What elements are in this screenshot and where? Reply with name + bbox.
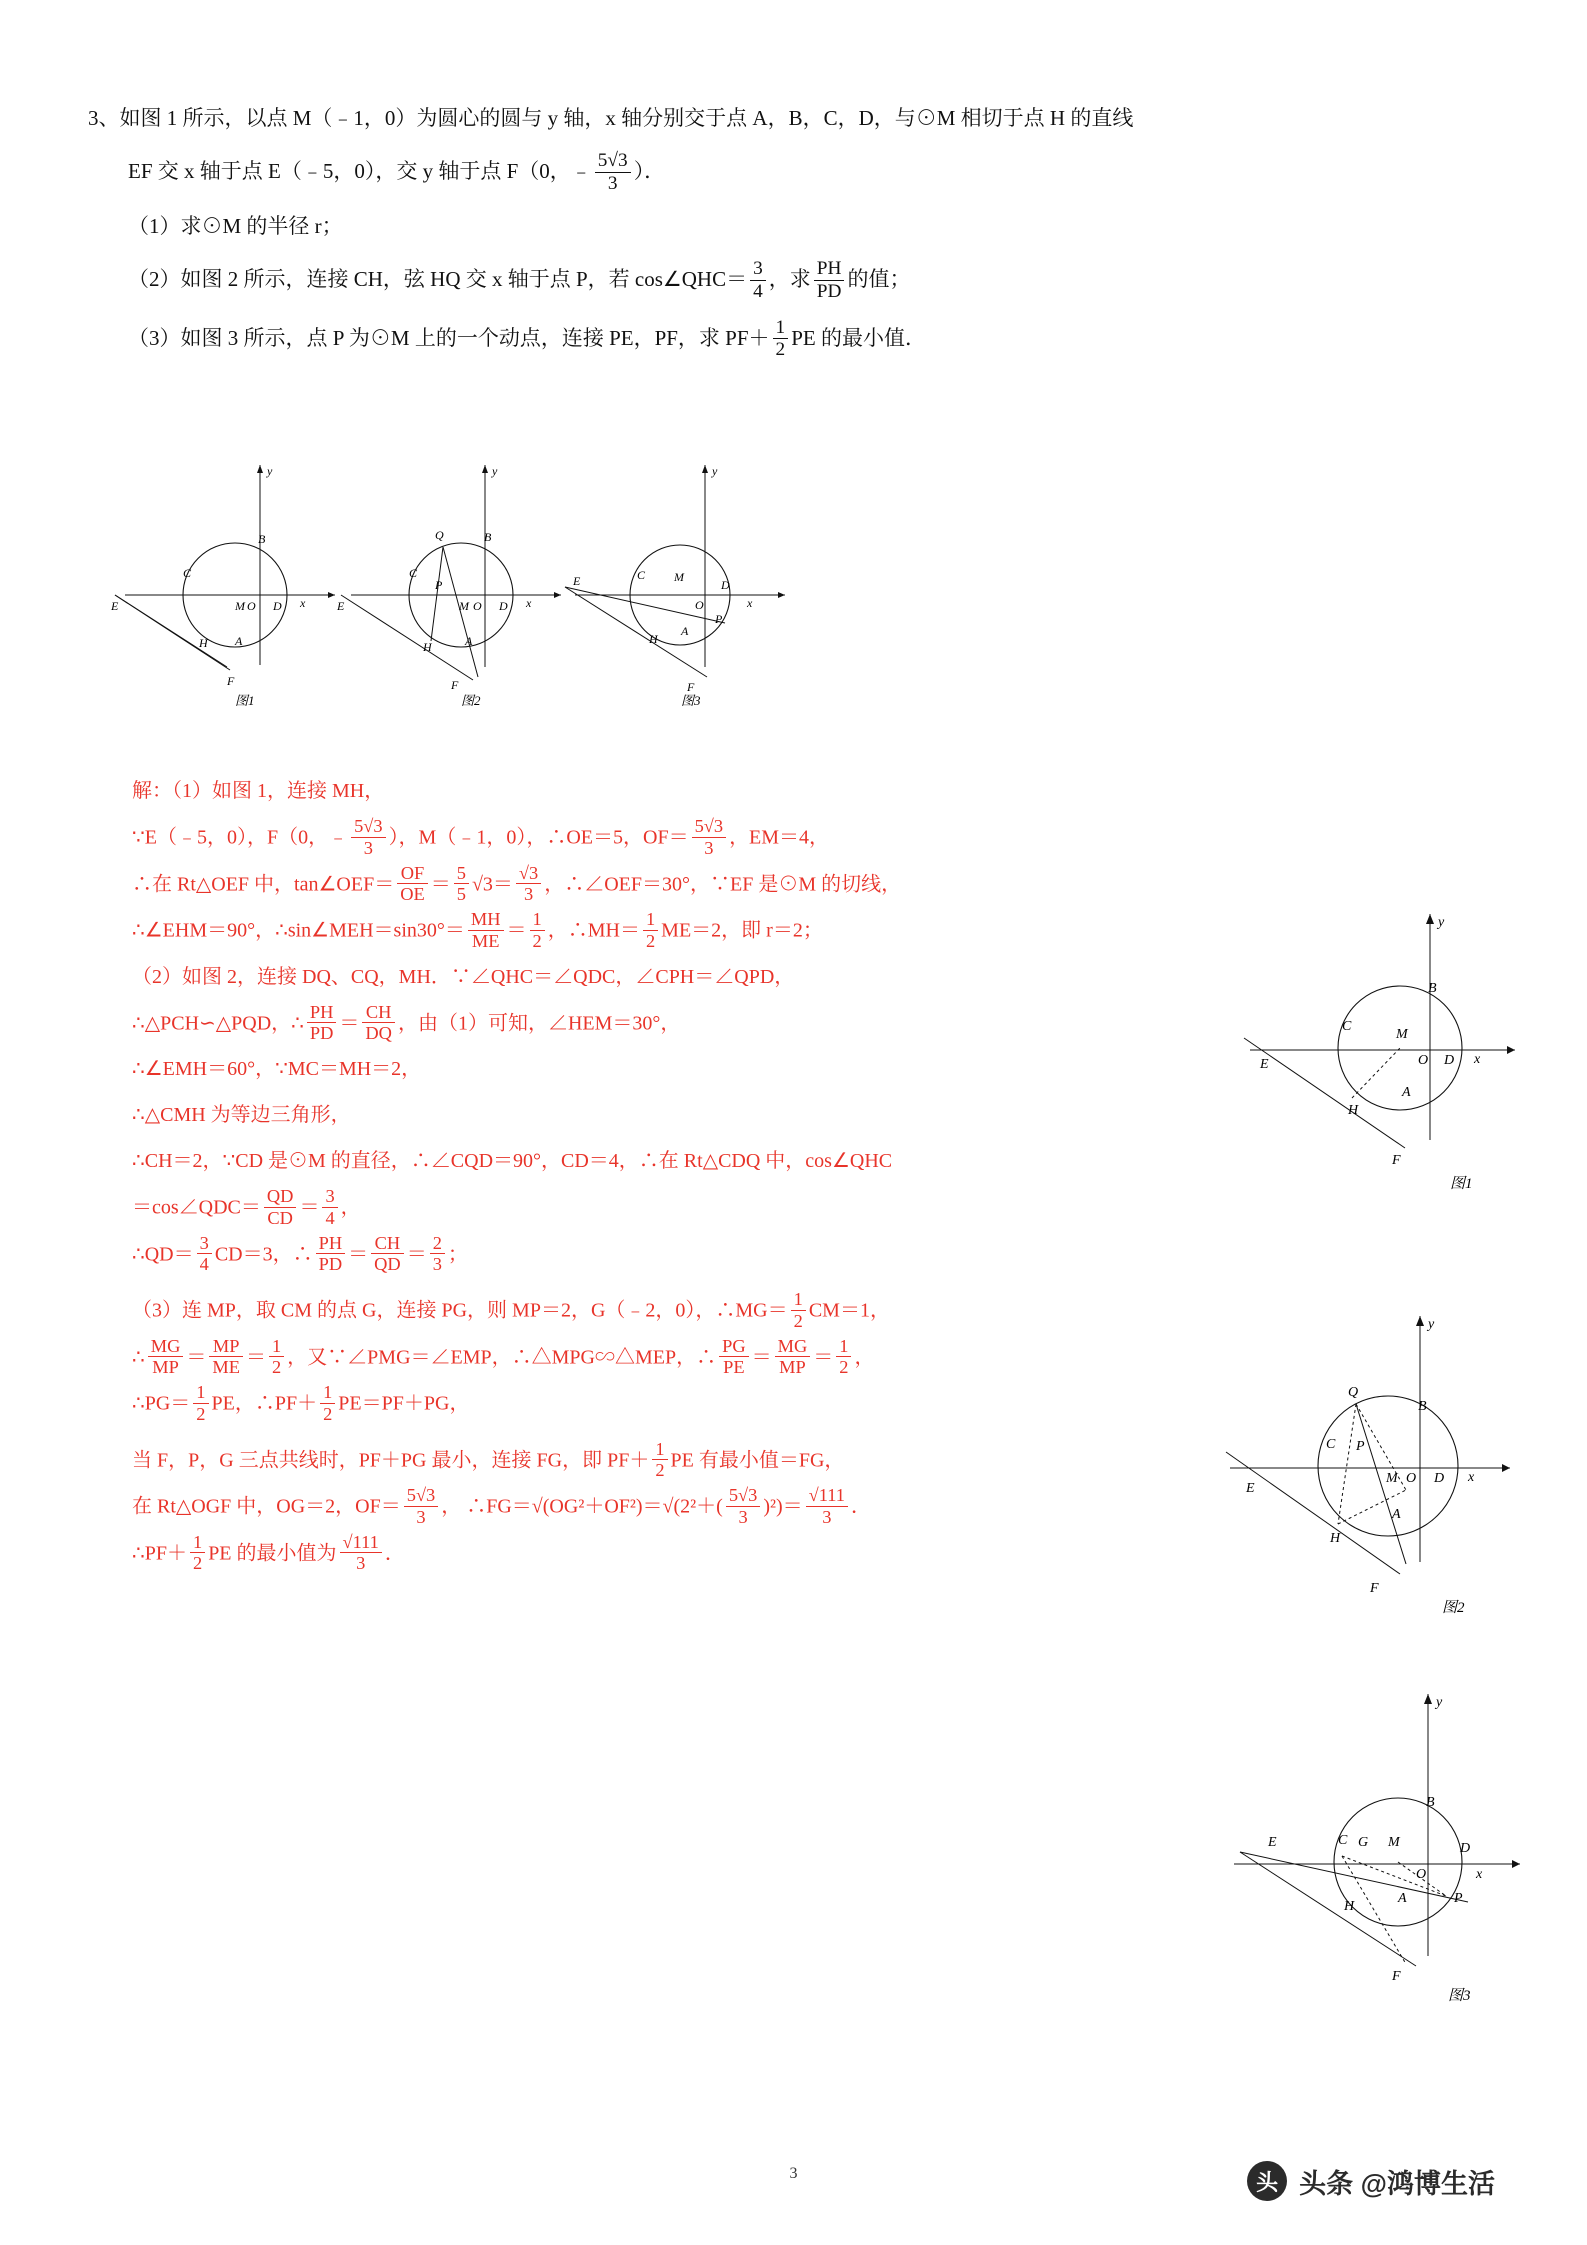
frac-CH-over-DQ: $\frac{CH}{DQ}$ [362, 1002, 395, 1044]
problem-part-1: （1）求⊙M 的半径 r； [128, 214, 343, 239]
s14a: ∴PG＝ [132, 1392, 191, 1415]
solution-line-3 [132, 863, 1192, 906]
s14b: PE，∴PF＋ [211, 1392, 318, 1415]
frac-PH-PD-3: $\frac{PH}{PD}$ [316, 1233, 346, 1275]
svg-text:x: x [300, 596, 306, 610]
s13e: ＝ [751, 1346, 772, 1368]
frac-root111-over-3: $\frac{√111}{3}$ [806, 1485, 848, 1527]
part3-a: （3）如图 3 所示，点 P 为⊙M 上的一个动点，连接 PE，PF，求 PF＋ [128, 325, 770, 350]
s2b: ），M（﹣1，0），∴OE＝5，OF＝ [388, 826, 689, 849]
solution-block [132, 770, 1192, 1578]
solution-line-2 [132, 816, 1192, 859]
frac-1-2-i: $\frac{1}{2}$ [190, 1532, 205, 1574]
svg-text:M: M [1386, 1471, 1398, 1486]
problem-content [88, 100, 1508, 365]
svg-text:H: H [1344, 1899, 1355, 1914]
part2-a: （2）如图 2 所示，连接 CH，弦 HQ 交 x 轴于点 P，若 cos∠QHC＝ [128, 267, 748, 292]
s4c: ，∴MH＝ [547, 919, 640, 942]
solution-line-14 [132, 1382, 1192, 1425]
frac-MP-over-ME: $\frac{MP}{ME}$ [209, 1336, 243, 1378]
svg-text:图2: 图2 [461, 693, 481, 708]
svg-text:H: H [199, 636, 208, 650]
problem-line-2 [128, 150, 1508, 194]
svg-text:y: y [1438, 915, 1445, 930]
svg-text:O: O [1416, 1867, 1427, 1882]
s13f: ＝ [813, 1346, 834, 1368]
svg-text:M: M [1388, 1835, 1400, 1850]
s14c: PE＝PF＋PG， [338, 1392, 470, 1415]
s13d: ，又∵∠PMG＝∠EMP，∴△MPG∽△MEP，∴ [287, 1346, 717, 1368]
svg-text:D: D [273, 599, 282, 613]
solution-line-13 [132, 1336, 1192, 1379]
s17c: ． [384, 1542, 405, 1564]
solution-line-12 [132, 1289, 1192, 1332]
s12b: CM＝1， [808, 1299, 890, 1322]
svg-text:C: C [1342, 1019, 1352, 1034]
s12a: （3）连 MP，取 CM 的点 G，连接 PG，则 MP＝2，G（﹣2，0），∴MG＝ [132, 1299, 788, 1322]
svg-text:B: B [1428, 981, 1437, 996]
svg-text:Q: Q [435, 528, 444, 542]
s16a: 在 Rt△OGF 中，OG＝2，OF＝ [132, 1495, 401, 1518]
frac-PH-PD-2: $\frac{PH}{PD}$ [307, 1002, 337, 1044]
frac-QD-over-CD: $\frac{QD}{CD}$ [264, 1186, 297, 1228]
svg-text:B: B [484, 530, 492, 544]
s6b: ＝ [339, 1012, 360, 1034]
frac-3-over-4: $\frac{3}{4}$ [750, 258, 766, 302]
svg-text:D: D [1434, 1471, 1445, 1486]
s15a: 当 F，P，G 三点共线时，PF＋PG 最小，连接 FG，即 PF＋ [132, 1449, 650, 1471]
s10c: ， [340, 1196, 361, 1219]
s11d: ＝ [406, 1243, 427, 1265]
svg-text:H: H [649, 632, 658, 646]
problem-line-2-a: EF 交 x 轴于点 E（﹣5，0），交 y 轴于点 F（0，﹣ [128, 159, 592, 183]
svg-text:C: C [1338, 1833, 1348, 1848]
svg-text:E: E [1268, 1835, 1277, 1850]
svg-text:图3: 图3 [1448, 1988, 1471, 2004]
frac-1-2-a: $\frac{1}{2}$ [530, 909, 545, 951]
s3c: ＝ [492, 873, 513, 895]
svg-text:C: C [1326, 1437, 1336, 1452]
frac-5root3-3-c: $\frac{5√3}{3}$ [404, 1485, 438, 1527]
frac-5root3-3-b: $\frac{5√3}{3}$ [692, 816, 726, 858]
s13b: ＝ [186, 1346, 207, 1368]
solution-line-4 [132, 909, 1192, 952]
svg-text:y: y [492, 464, 498, 478]
frac-MG-over-MP: $\frac{MG}{MP}$ [148, 1336, 184, 1378]
svg-text:y: y [712, 464, 718, 478]
svg-text:x: x [747, 596, 753, 610]
problem-part-3 [128, 317, 1508, 361]
s3-root3: √3 [471, 873, 493, 895]
side-figure-2 [1210, 1300, 1530, 1620]
s17a: ∴PF＋ [132, 1542, 187, 1564]
svg-text:E: E [111, 599, 119, 613]
svg-text:F: F [1392, 1153, 1401, 1168]
svg-text:A: A [1398, 1891, 1407, 1906]
svg-text:P: P [1356, 1439, 1365, 1454]
frac-5root3-3-a: $\frac{5√3}{3}$ [351, 816, 385, 858]
figure-3-diagram [547, 455, 797, 720]
page-number: 3 [789, 2165, 798, 2182]
figure-2-diagram [323, 455, 573, 720]
s13g: ， [854, 1346, 875, 1368]
svg-text:D: D [1444, 1053, 1455, 1068]
svg-text:P: P [435, 578, 443, 592]
svg-text:P: P [715, 612, 723, 626]
svg-text:x: x [1476, 1867, 1483, 1882]
frac-CH-over-QD: $\frac{CH}{QD}$ [371, 1233, 404, 1275]
watermark-logo-icon: 头 [1247, 2161, 1287, 2201]
frac-1-2-b: $\frac{1}{2}$ [643, 909, 658, 951]
svg-text:M: M [674, 570, 684, 584]
svg-text:B: B [1426, 1795, 1435, 1810]
s11a: ∴QD＝ [132, 1243, 194, 1265]
solution-line-6 [132, 1002, 1192, 1045]
s17b: PE 的最小值为 [208, 1542, 337, 1564]
s11b: CD＝3，∴ [214, 1243, 313, 1265]
solution-line-10 [132, 1186, 1192, 1229]
svg-text:P: P [1454, 1891, 1463, 1906]
svg-text:x: x [1474, 1052, 1481, 1067]
frac-1-2-e: $\frac{1}{2}$ [836, 1336, 851, 1378]
frac-1-2-g: $\frac{1}{2}$ [320, 1382, 335, 1424]
side-figure-3 [1220, 1680, 1540, 2010]
svg-text:D: D [721, 578, 730, 592]
problem-line-1: 3、如图 1 所示，以点 M（﹣1，0）为圆心的圆与 y 轴，x 轴分别交于点 A，B，C，D，与⊙M 相切于点 H 的直线 [88, 106, 1134, 130]
svg-text:H: H [423, 640, 432, 654]
problem-part-2 [128, 258, 1508, 302]
frac-3-4-c: $\frac{3}{4}$ [197, 1233, 212, 1275]
svg-text:图2: 图2 [1442, 1600, 1465, 1616]
figure-1-diagram [95, 455, 345, 720]
svg-text:Q: Q [1348, 1385, 1359, 1400]
part2-c: 的值； [847, 267, 911, 292]
solution-line-7: ∴∠EMH＝60°，∵MC＝MH＝2， [132, 1058, 422, 1080]
svg-text:x: x [1468, 1470, 1475, 1485]
frac-3-4-b: $\frac{3}{4}$ [322, 1186, 337, 1228]
svg-text:M: M [1396, 1027, 1408, 1042]
s2c: ，EM＝4， [729, 826, 830, 849]
s16d: ． [850, 1495, 871, 1518]
s13a: ∴ [132, 1346, 145, 1368]
svg-text:F: F [1392, 1969, 1401, 1984]
svg-text:C: C [637, 568, 646, 582]
frac-1-2-c: $\frac{1}{2}$ [791, 1289, 806, 1331]
s6c: ，由（1）可知，∠HEM＝30°， [397, 1012, 681, 1034]
frac-root3-over-3: $\frac{√3}{3}$ [516, 863, 541, 905]
watermark [1247, 2161, 1495, 2201]
svg-text:F: F [687, 680, 695, 694]
svg-text:A: A [465, 634, 473, 648]
solution-line-8: ∴△CMH 为等边三角形， [132, 1104, 351, 1126]
svg-text:A: A [1392, 1507, 1401, 1522]
side-figure-1 [1230, 900, 1530, 1200]
s13c: ＝ [245, 1346, 266, 1368]
frac-1-2-d: $\frac{1}{2}$ [269, 1336, 284, 1378]
svg-text:图1: 图1 [235, 693, 255, 708]
s16c: )²)＝ [763, 1495, 803, 1518]
frac-PG-over-PE: $\frac{PG}{PE}$ [719, 1336, 749, 1378]
watermark-text: 头条 @鸿博生活 [1299, 2168, 1495, 2199]
svg-text:B: B [258, 532, 266, 546]
svg-text:O: O [1418, 1053, 1429, 1068]
s11c: ＝ [348, 1243, 369, 1265]
s10b: ＝ [299, 1196, 320, 1219]
frac-OF-over-OE: $\frac{OF}{OE}$ [397, 863, 428, 905]
svg-text:A: A [681, 624, 689, 638]
frac-PH-over-PD: $\frac{PH}{PD}$ [814, 258, 845, 302]
svg-text:F: F [1370, 1581, 1379, 1596]
svg-text:x: x [526, 596, 532, 610]
svg-text:E: E [1246, 1481, 1255, 1496]
frac-root111-over-3-b: $\frac{√111}{3}$ [340, 1532, 382, 1574]
solution-line-1: 解：（1）如图 1，连接 MH， [132, 780, 385, 802]
s4d: ME＝2，即 r＝2； [661, 919, 823, 942]
svg-text:y: y [267, 464, 273, 478]
svg-text:图1: 图1 [1450, 1176, 1473, 1192]
svg-text:M: M [235, 599, 245, 613]
svg-text:A: A [1402, 1085, 1411, 1100]
svg-text:C: C [183, 566, 192, 580]
part3-b: PE 的最小值． [791, 325, 926, 350]
frac-5-over-5: $\frac{5}{5}$ [454, 863, 469, 905]
svg-text:D: D [499, 599, 508, 613]
svg-text:G: G [1358, 1835, 1369, 1850]
s10a: ＝cos∠QDC＝ [132, 1196, 261, 1219]
svg-text:B: B [1418, 1399, 1427, 1414]
s11e: ； [447, 1243, 468, 1265]
svg-text:y: y [1428, 1317, 1435, 1332]
svg-text:E: E [573, 574, 581, 588]
frac-2-over-3: $\frac{2}{3}$ [430, 1233, 445, 1275]
svg-text:图3: 图3 [681, 693, 701, 708]
s3d: ，∴∠OEF＝30°，∵EF 是⊙M 的切线， [544, 873, 902, 895]
figure-row [95, 455, 895, 715]
s4a: ∴∠EHM＝90°，∴sin∠MEH＝sin30°＝ [132, 919, 465, 942]
frac-MG-over-MP-2: $\frac{MG}{MP}$ [775, 1336, 811, 1378]
s16b: ， ∴FG＝√(OG²＋OF²)＝√(2²＋( [441, 1495, 723, 1518]
svg-text:O: O [695, 598, 704, 612]
solution-line-9: ∴CH＝2，∵CD 是⊙M 的直径，∴∠CQD＝90°，CD＝4，∴在 Rt△CDQ 中，cos∠QHC [132, 1150, 893, 1172]
svg-text:A: A [235, 634, 243, 648]
svg-text:H: H [1348, 1103, 1359, 1118]
solution-line-17 [132, 1532, 1192, 1575]
part2-b: ，求 [768, 267, 811, 292]
svg-text:O: O [1406, 1471, 1417, 1486]
s3a: ∴在 Rt△OEF 中，tan∠OEF＝ [132, 873, 395, 895]
solution-line-5: （2）如图 2，连接 DQ、CQ，MH．∵∠QHC＝∠QDC，∠CPH＝∠QPD， [132, 965, 795, 988]
frac-1-over-2: $\frac{1}{2}$ [773, 317, 789, 361]
s15b: PE 有最小值＝FG， [670, 1449, 845, 1471]
s4b: ＝ [506, 919, 527, 942]
svg-text:y: y [1436, 1695, 1443, 1710]
solution-line-11 [132, 1233, 1192, 1276]
problem-line-2-b: ）． [633, 159, 666, 183]
frac-1-2-h: $\frac{1}{2}$ [652, 1439, 667, 1481]
svg-text:H: H [1330, 1531, 1341, 1546]
svg-text:D: D [1460, 1841, 1471, 1856]
svg-text:F: F [227, 674, 235, 688]
svg-text:O: O [473, 599, 482, 613]
svg-text:M: M [459, 599, 469, 613]
frac-MH-over-ME: $\frac{MH}{ME}$ [468, 909, 504, 951]
svg-text:F: F [451, 678, 459, 692]
frac-1-2-f: $\frac{1}{2}$ [193, 1382, 208, 1424]
solution-line-15 [132, 1439, 1192, 1482]
svg-text:O: O [247, 599, 256, 613]
svg-text:E: E [1260, 1057, 1269, 1072]
svg-text:C: C [409, 566, 418, 580]
solution-line-16 [132, 1485, 1192, 1528]
s2a: ∵E（﹣5，0），F（0，﹣ [132, 826, 349, 849]
frac-5root3-over-3: $\frac{5√3}{3}$ [595, 150, 631, 194]
s6a: ∴△PCH∽△PQD，∴ [132, 1012, 304, 1034]
s3b: ＝ [430, 873, 451, 895]
svg-text:E: E [337, 599, 345, 613]
frac-5root3-3-d: $\frac{5√3}{3}$ [726, 1485, 760, 1527]
